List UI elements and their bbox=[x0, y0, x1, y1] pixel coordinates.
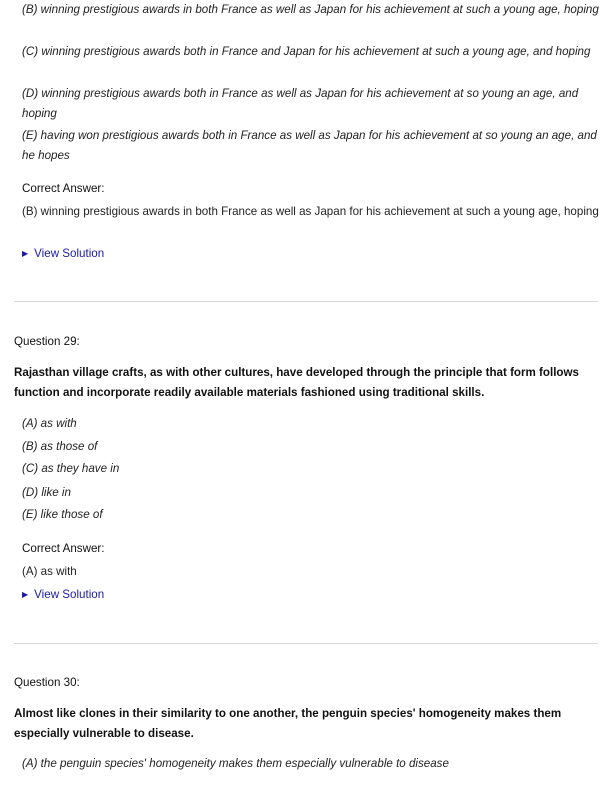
view-solution-label: View Solution bbox=[34, 588, 105, 601]
view-solution-link[interactable] bbox=[22, 588, 104, 601]
option-a: (A) the penguin species' homogeneity makes them especially vulnerable to disease bbox=[22, 757, 449, 770]
question-stem: Rajasthan village crafts, as with other cultures, have developed through the principle that form follows function and incorporate readily available materials fashioned using traditional skills. bbox=[14, 366, 579, 399]
triangle-right-icon: ▶ bbox=[22, 590, 29, 599]
view-solution-link[interactable] bbox=[22, 247, 104, 260]
question-title: Question 30: bbox=[14, 676, 80, 689]
question-title: Question 29: bbox=[14, 335, 80, 348]
option-a: (A) as with bbox=[22, 417, 77, 430]
correct-answer-text: (A) as with bbox=[22, 565, 77, 578]
divider bbox=[14, 643, 598, 644]
question-stem: Almost like clones in their similarity to one another, the penguin species' homogeneity makes them especially vulnerable to disease. bbox=[14, 707, 562, 740]
triangle-right-icon: ▶ bbox=[22, 249, 29, 258]
option-c: (C) as they have in bbox=[22, 462, 120, 475]
option-b: (B) as those of bbox=[22, 440, 98, 453]
option-b: (B) winning prestigious awards in both France as well as Japan for his achievement at such a young age, hoping bbox=[22, 3, 599, 16]
option-e: (E) having won prestigious awards both in France as well as Japan for his achievement at so young an age, and he hopes bbox=[22, 129, 597, 162]
option-c: (C) winning prestigious awards both in France and Japan for his achievement at such a young age, and hoping bbox=[22, 45, 591, 58]
view-solution-label: View Solution bbox=[34, 247, 105, 260]
correct-answer-label: Correct Answer: bbox=[22, 182, 105, 195]
option-e: (E) like those of bbox=[22, 508, 103, 521]
correct-answer-text: (B) winning prestigious awards in both France as well as Japan for his achievement at such a young age, hoping bbox=[22, 205, 599, 218]
correct-answer-label: Correct Answer: bbox=[22, 542, 105, 555]
option-d: (D) winning prestigious awards both in France as well as Japan for his achievement at so young an age, and hoping bbox=[22, 87, 579, 120]
divider bbox=[14, 301, 598, 302]
option-d: (D) like in bbox=[22, 486, 71, 499]
